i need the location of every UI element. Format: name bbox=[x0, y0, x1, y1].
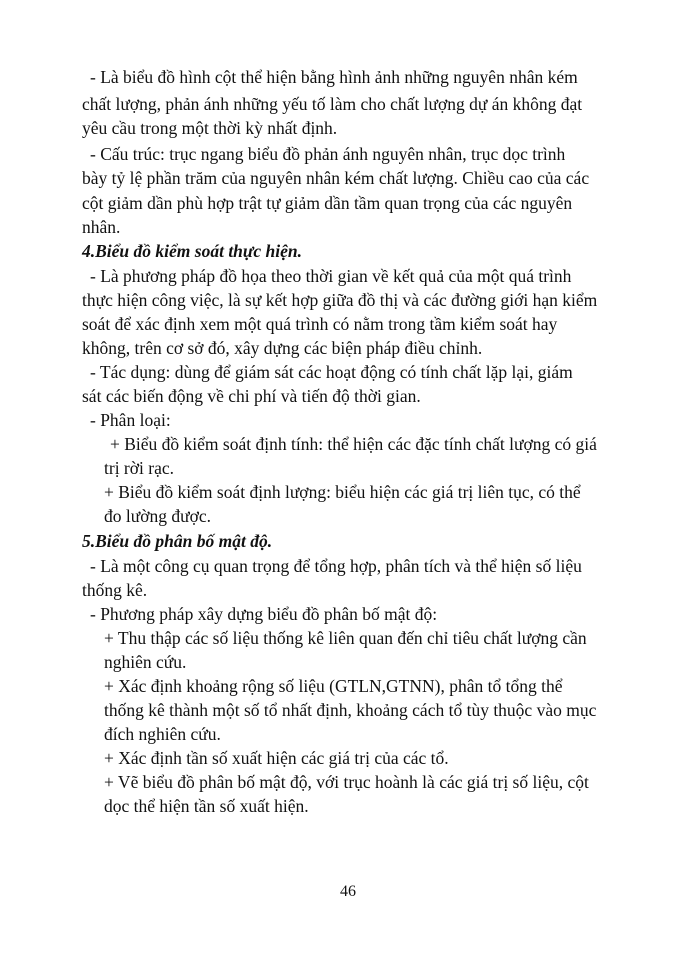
text-line: bày tỷ lệ phần trăm của nguyên nhân kém chất lượng. Chiều cao của các bbox=[82, 168, 590, 188]
text-line: không, trên cơ sở đó, xây dựng các biện pháp điều chỉnh. bbox=[82, 338, 483, 358]
text-line: nhân. bbox=[82, 217, 121, 237]
text-line: + Thu thập các số liệu thống kê liên quan đến chỉ tiêu chất lượng cần bbox=[104, 628, 587, 648]
section-heading-4: 4.Biểu đồ kiểm soát thực hiện. bbox=[82, 241, 303, 261]
text-line: - Là một công cụ quan trọng để tổng hợp, phân tích và thể hiện số liệu bbox=[90, 556, 582, 576]
text-line: + Biểu đồ kiểm soát định tính: thể hiện các đặc tính chất lượng có giá bbox=[110, 434, 597, 454]
section-heading-5: 5.Biểu đồ phân bố mật độ. bbox=[82, 531, 273, 551]
text-line: đo lường được. bbox=[104, 506, 211, 526]
text-line: - Phương pháp xây dựng biểu đồ phân bố mật độ: bbox=[90, 604, 438, 624]
text-line: cột giảm dần phù hợp trật tự giảm dần tầm quan trọng của các nguyên bbox=[82, 193, 573, 213]
text-line: thực hiện công việc, là sự kết hợp giữa đồ thị và các đường giới hạn kiểm bbox=[82, 290, 598, 310]
text-line: - Là phương pháp đồ họa theo thời gian về kết quả của một quá trình bbox=[90, 266, 572, 286]
text-line: - Là biểu đồ hình cột thể hiện bằng hình ảnh những nguyên nhân kém bbox=[90, 67, 578, 87]
text-line: thống kê. bbox=[82, 580, 148, 600]
text-line: + Vẽ biểu đồ phân bố mật độ, với trục hoành là các giá trị số liệu, cột bbox=[104, 772, 589, 792]
text-line: + Biểu đồ kiểm soát định lượng: biểu hiện các giá trị liên tục, có thể bbox=[104, 482, 581, 502]
page-number: 46 bbox=[340, 883, 356, 900]
text-line: + Xác định khoảng rộng số liệu (GTLN,GTNN), phân tổ tổng thể bbox=[104, 676, 563, 696]
text-line: chất lượng, phản ánh những yếu tố làm cho chất lượng dự án không đạt bbox=[82, 94, 583, 114]
text-line: dọc thể hiện tần số xuất hiện. bbox=[104, 796, 309, 816]
text-line: - Tác dụng: dùng để giám sát các hoạt động có tính chất lặp lại, giám bbox=[90, 362, 573, 382]
text-line: đích nghiên cứu. bbox=[104, 724, 221, 744]
text-line: - Cấu trúc: trục ngang biểu đồ phản ánh nguyên nhân, trục dọc trình bbox=[90, 144, 566, 164]
text-line: yêu cầu trong một thời kỳ nhất định. bbox=[82, 118, 338, 138]
text-line: + Xác định tần số xuất hiện các giá trị của các tổ. bbox=[104, 748, 449, 768]
text-line: - Phân loại: bbox=[90, 410, 171, 430]
text-line: trị rời rạc. bbox=[104, 458, 174, 478]
text-line: sát các biến động về chi phí và tiến độ thời gian. bbox=[82, 386, 421, 406]
text-line: nghiên cứu. bbox=[104, 652, 187, 672]
text-line: thống kê thành một số tổ nhất định, khoảng cách tổ tùy thuộc vào mục bbox=[104, 700, 597, 720]
text-line: soát để xác định xem một quá trình có nằm trong tầm kiểm soát hay bbox=[82, 314, 558, 334]
